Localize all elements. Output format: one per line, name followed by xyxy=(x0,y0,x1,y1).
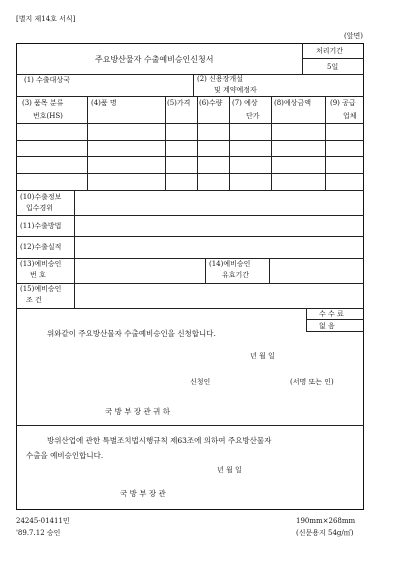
approval-number-label-1: (13)예비승인 xyxy=(20,260,62,268)
footer-approved: '89.7.12 승인 xyxy=(16,529,61,537)
approval-conditions-label-1: (15)예비승인 xyxy=(20,285,62,293)
processing-period-label: 처리기간 xyxy=(316,47,344,55)
approval-statement-2: 수출을 예비승인합니다. xyxy=(26,451,104,460)
unit-price-header-1: (7) 예상 xyxy=(232,99,258,107)
export-info-label-1: (10)수출정보 xyxy=(20,193,62,201)
footer-paper: (신문용지 54g/㎡) xyxy=(296,529,354,537)
applicant-label: 신청인 xyxy=(190,378,211,386)
fee-label: 수 수 료 xyxy=(319,310,344,318)
price-header: (5)가격 xyxy=(167,99,191,107)
approval-issuer: 국 방 부 장 관 xyxy=(120,489,166,498)
unit-price-header-2: 단가 xyxy=(246,112,260,120)
processing-period-value: 5일 xyxy=(327,63,339,71)
destination-country-label: (1) 수출대상국 xyxy=(24,76,70,84)
lc-partner-label-1: (2) 신용장개설 xyxy=(197,75,243,83)
lc-partner-label-2: 및 계약예정자 xyxy=(214,86,257,94)
form-side: (앞면) xyxy=(344,32,363,40)
supplier-header-2: 업체 xyxy=(343,112,357,120)
approval-date: 년 월 일 xyxy=(217,466,242,474)
validity-label-2: 유효기간 xyxy=(222,271,250,279)
export-method-label: (11)수출방법 xyxy=(20,222,62,230)
amount-header: (8)예상금액 xyxy=(274,99,311,107)
approval-conditions-label-2: 조 건 xyxy=(26,296,42,304)
footer-size: 190mm×268mm xyxy=(296,517,356,525)
supplier-header-1: (9) 공급 xyxy=(330,99,356,107)
export-info-label-2: 입수경위 xyxy=(26,204,54,212)
validity-label-1: (14)예비승인 xyxy=(209,260,251,268)
form-number: [별지 제14호 서식] xyxy=(16,15,76,23)
approval-statement-1: 방위산업에 관한 특별조치법시행규칙 제63조에 의하여 주요방산물자 xyxy=(47,436,272,445)
application-recipient: 국 방 부 장 관 귀 하 xyxy=(105,407,171,416)
signature-label: (서명 또는 인) xyxy=(290,378,334,386)
application-statement: 위와같이 주요방산물자 수출예비승인을 신청합니다. xyxy=(47,329,216,338)
quantity-header: (6)수량 xyxy=(199,99,223,107)
item-name-header: (4)품 명 xyxy=(91,99,117,107)
footer-code: 24245-01411민 xyxy=(16,517,70,525)
approval-number-label-2: 번 호 xyxy=(30,271,46,279)
fee-value: 없 음 xyxy=(319,322,335,330)
hs-code-header-1: (3) 품목 분류 xyxy=(22,99,64,107)
hs-code-header-2: 번호(HS) xyxy=(33,112,63,120)
application-date: 년 월 일 xyxy=(250,352,275,360)
export-record-label: (12)수출실적 xyxy=(20,243,62,251)
form-title: 주요방산물자 수출예비승인신청서 xyxy=(95,55,214,64)
